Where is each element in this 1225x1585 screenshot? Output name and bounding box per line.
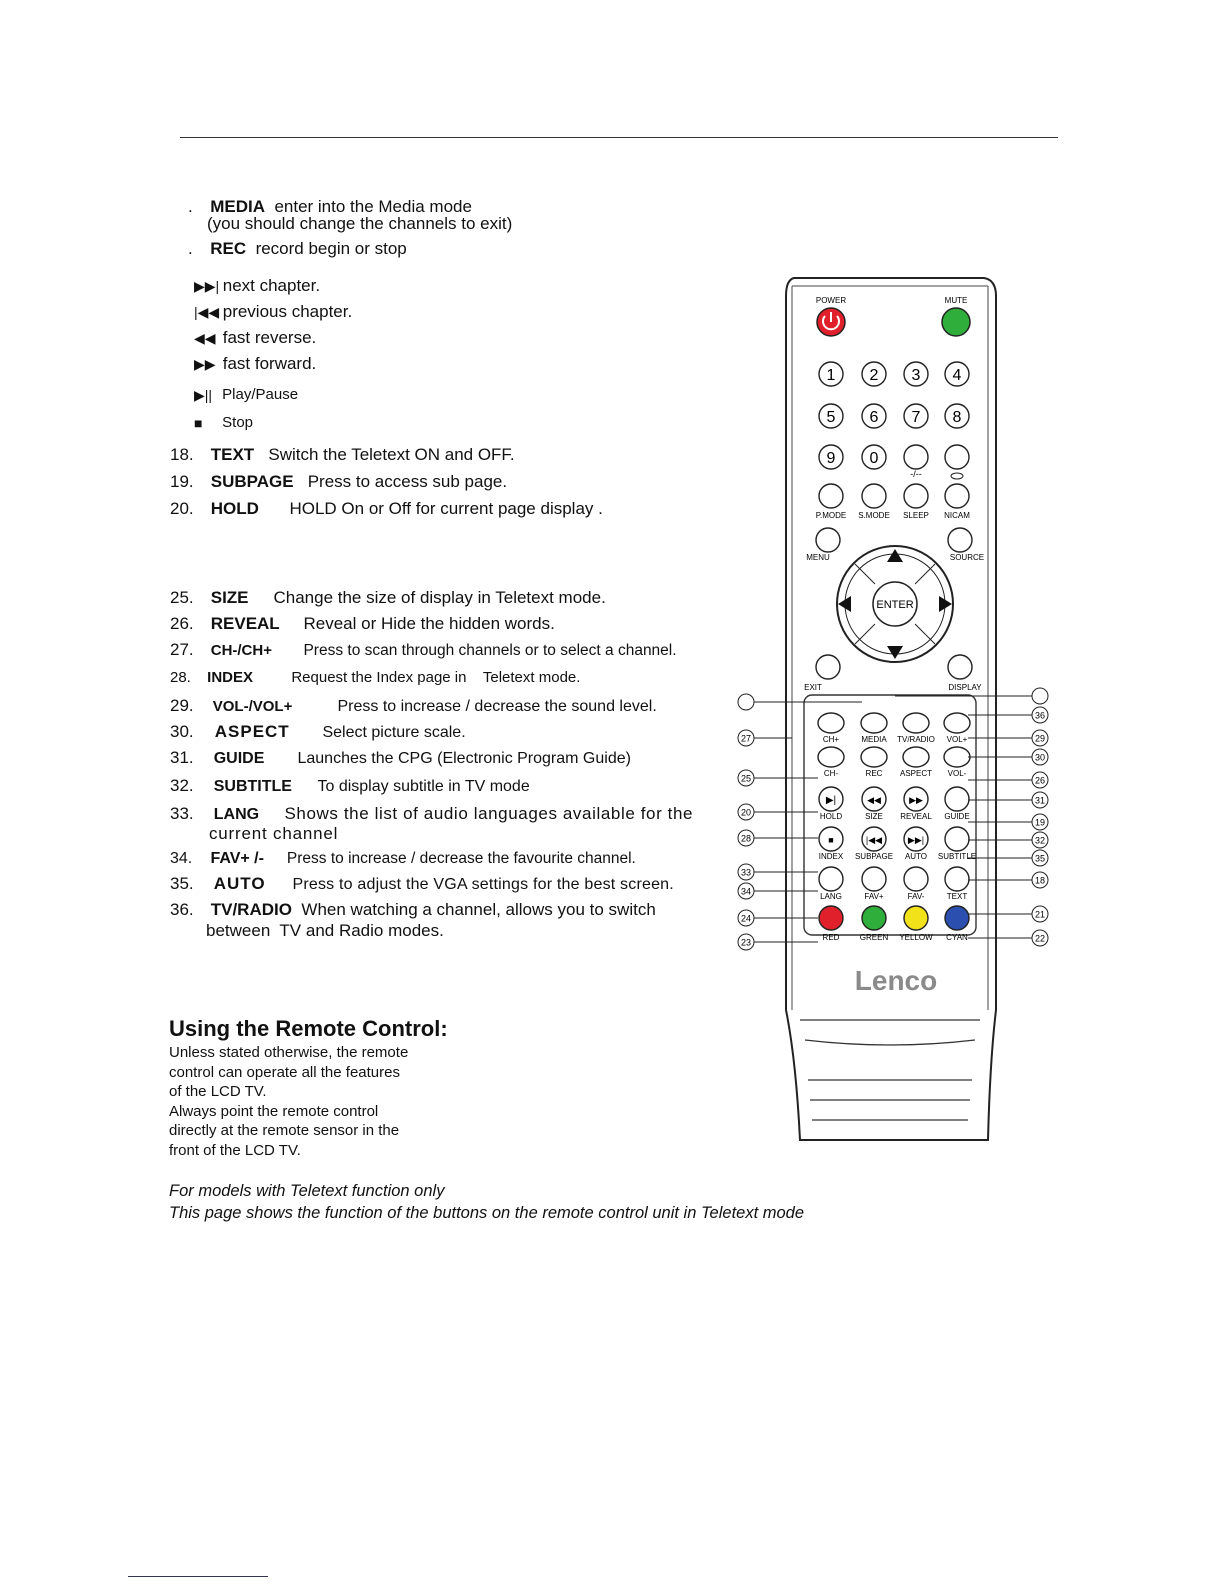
brand-logo: Lenco bbox=[854, 965, 938, 996]
item-number: 26. bbox=[170, 614, 194, 633]
stop-icon: ■ bbox=[194, 415, 203, 432]
item-number: 34. bbox=[170, 850, 193, 867]
play-pause-icon: ▶| bbox=[825, 795, 837, 806]
key-label: INDEX bbox=[818, 852, 844, 861]
key-label: MEDIA bbox=[861, 735, 887, 744]
item-number: 32. bbox=[170, 776, 194, 795]
item-number: 29. bbox=[170, 696, 194, 715]
media-subnote: (you should change the channels to exit) bbox=[207, 214, 513, 233]
digit-label: 0 bbox=[869, 450, 879, 467]
key-label: CH+ bbox=[822, 735, 840, 744]
digit-button[interactable] bbox=[945, 445, 969, 469]
key-button[interactable] bbox=[944, 713, 970, 733]
menu-label: MENU bbox=[806, 553, 830, 562]
item-number: 35. bbox=[170, 874, 194, 893]
callout-number: 35 bbox=[1034, 853, 1046, 864]
key-button[interactable] bbox=[945, 827, 969, 851]
key-button[interactable] bbox=[903, 713, 929, 733]
mode-label: SLEEP bbox=[903, 511, 929, 520]
callout-number: 21 bbox=[1034, 909, 1046, 920]
item-desc: To display subtitle in TV mode bbox=[317, 778, 530, 795]
item-key: LANG bbox=[213, 806, 260, 823]
callout-number: 24 bbox=[740, 913, 752, 924]
item-number: 19. bbox=[170, 472, 194, 491]
callout-number: 36 bbox=[1034, 710, 1046, 721]
digit-button[interactable] bbox=[904, 445, 928, 469]
exit-button[interactable] bbox=[816, 655, 840, 679]
rec-key: REC bbox=[210, 239, 247, 258]
item-key: SIZE bbox=[210, 588, 249, 607]
item-desc: Shows the list of audio languages available for the bbox=[284, 804, 694, 823]
item-key: HOLD bbox=[210, 499, 259, 518]
key-label: HOLD bbox=[819, 812, 843, 821]
callout-number: 34 bbox=[740, 886, 752, 897]
previous-chapter-icon: |◀◀ bbox=[194, 304, 220, 321]
callout-number: 20 bbox=[740, 807, 752, 818]
item-key: GUIDE bbox=[213, 750, 265, 767]
item-desc: Press to adjust the VGA settings for the best screen. bbox=[292, 876, 674, 893]
item-key: ASPECT bbox=[214, 722, 290, 741]
key-label: SUBPAGE bbox=[854, 852, 894, 861]
key-label: ASPECT bbox=[899, 769, 933, 778]
key-label: REVEAL bbox=[900, 812, 932, 821]
item-number: 18. bbox=[170, 445, 194, 464]
source-button[interactable] bbox=[948, 528, 972, 552]
digit-label: 8 bbox=[952, 409, 962, 426]
item-number: 27. bbox=[170, 640, 194, 659]
text-line: front of the LCD TV. bbox=[169, 1141, 301, 1159]
item-desc: Change the size of display in Teletext mode. bbox=[273, 588, 606, 607]
digit-label: 5 bbox=[826, 409, 836, 426]
key-label: AUTO bbox=[904, 852, 928, 861]
key-label: LANG bbox=[820, 892, 842, 901]
item-key: FAV+ /- bbox=[210, 850, 264, 867]
item-key: TV/RADIO bbox=[210, 900, 292, 919]
item-key: REVEAL bbox=[210, 614, 280, 633]
callout-number: 33 bbox=[740, 867, 752, 878]
display-button[interactable] bbox=[948, 655, 972, 679]
item-key: SUBTITLE bbox=[213, 778, 292, 795]
key-button[interactable] bbox=[862, 867, 886, 891]
key-button[interactable] bbox=[904, 867, 928, 891]
media-key: MEDIA bbox=[210, 197, 265, 216]
key-label: TEXT bbox=[946, 892, 968, 901]
key-button[interactable] bbox=[903, 747, 929, 767]
key-button[interactable] bbox=[945, 787, 969, 811]
item-desc-cont: between TV and Radio modes. bbox=[206, 921, 444, 940]
text-line: directly at the remote sensor in the bbox=[169, 1122, 400, 1139]
item-number: 25. bbox=[170, 588, 194, 607]
digit-label: 6 bbox=[869, 409, 879, 426]
key-label: SIZE bbox=[865, 812, 883, 821]
key-label: VOL- bbox=[947, 769, 967, 778]
digit-label: 7 bbox=[911, 409, 921, 426]
menu-button[interactable] bbox=[816, 528, 840, 552]
callout-number: 29 bbox=[1034, 733, 1046, 744]
mode-button[interactable] bbox=[904, 484, 928, 508]
bullet: . bbox=[188, 197, 193, 216]
item-desc: Press to access sub page. bbox=[307, 472, 508, 491]
key-label: REC bbox=[865, 769, 883, 778]
item-desc: When watching a channel, allows you to switch bbox=[301, 900, 656, 919]
key-button[interactable] bbox=[818, 713, 844, 733]
item-desc: Switch the Teletext ON and OFF. bbox=[268, 445, 515, 464]
callout-number: 23 bbox=[740, 937, 752, 948]
callout-number: 31 bbox=[1034, 795, 1046, 806]
color-label: GREEN bbox=[859, 933, 889, 942]
bullet: . bbox=[188, 239, 193, 258]
text-line: Always point the remote control bbox=[169, 1102, 379, 1120]
item-key: INDEX bbox=[207, 669, 254, 686]
green-button[interactable] bbox=[862, 906, 886, 930]
color-label: YELLOW bbox=[899, 933, 933, 942]
item-key: SUBPAGE bbox=[210, 472, 294, 491]
key-label: SUBTITLE bbox=[937, 852, 977, 861]
media-desc: enter into the Media mode bbox=[274, 197, 472, 216]
callout-number: 28 bbox=[740, 833, 752, 844]
key-button[interactable] bbox=[819, 867, 843, 891]
media-glyph-icon: ■ bbox=[828, 835, 834, 845]
callout-number: 22 bbox=[1034, 933, 1046, 944]
item-desc: Press to increase / decrease the favourite channel. bbox=[286, 850, 636, 867]
media-key-label: Play/Pause bbox=[222, 386, 299, 403]
digit-label: 4 bbox=[952, 367, 962, 384]
text-line: Unless stated otherwise, the remote bbox=[169, 1044, 409, 1061]
media-glyph-icon: ◀◀ bbox=[867, 795, 881, 805]
callout-marker bbox=[738, 694, 754, 710]
key-button[interactable] bbox=[861, 747, 887, 767]
item-key: AUTO bbox=[213, 874, 266, 893]
digit-label: 1 bbox=[826, 367, 836, 384]
color-label: RED bbox=[822, 933, 840, 942]
media-glyph-icon: ▶▶ bbox=[909, 795, 923, 805]
mute-button[interactable] bbox=[942, 308, 970, 336]
teletext-note: This page shows the function of the buttons on the remote control unit in Teletext mode bbox=[169, 1204, 805, 1222]
callout-number: 30 bbox=[1034, 752, 1046, 763]
item-key: VOL-/VOL+ bbox=[212, 698, 293, 715]
cyan-button[interactable] bbox=[945, 906, 969, 930]
item-key: TEXT bbox=[210, 445, 255, 464]
exit-label: EXIT bbox=[804, 683, 822, 692]
item-key: CH-/CH+ bbox=[210, 642, 272, 659]
mode-button[interactable] bbox=[862, 484, 886, 508]
mute-label: MUTE bbox=[944, 296, 968, 305]
play-pause-icon: ▶|| bbox=[194, 386, 213, 403]
rec-desc: record begin or stop bbox=[255, 239, 407, 258]
item-number: 36. bbox=[170, 900, 194, 919]
item-desc-cont: current channel bbox=[209, 824, 339, 843]
key-button[interactable] bbox=[945, 867, 969, 891]
item-desc: Reveal or Hide the hidden words. bbox=[303, 614, 555, 633]
dash-label: -/-- bbox=[910, 469, 922, 479]
key-button[interactable] bbox=[818, 747, 844, 767]
item-desc: Press to increase / decrease the sound level. bbox=[337, 698, 657, 715]
callout-number: 32 bbox=[1034, 835, 1046, 846]
callout-number: 27 bbox=[740, 733, 752, 744]
key-label: FAV+ bbox=[864, 892, 884, 901]
mode-button[interactable] bbox=[819, 484, 843, 508]
color-label: CYAN bbox=[946, 933, 968, 942]
callout-marker bbox=[1032, 688, 1048, 704]
digit-label: 2 bbox=[869, 367, 879, 384]
callout-number: 19 bbox=[1034, 817, 1046, 828]
digit-label: 3 bbox=[911, 367, 921, 384]
item-number: 28. bbox=[170, 669, 191, 686]
item-desc: HOLD On or Off for current page display . bbox=[289, 499, 603, 518]
teletext-note: For models with Teletext function only bbox=[169, 1182, 445, 1200]
red-button[interactable] bbox=[819, 906, 843, 930]
item-number: 30. bbox=[170, 722, 194, 741]
enter-label: ENTER bbox=[876, 599, 914, 611]
section-heading: Using the Remote Control: bbox=[169, 1016, 448, 1041]
source-label: SOURCE bbox=[949, 553, 985, 562]
item-desc: Request the Index page in Teletext mode. bbox=[291, 669, 581, 686]
key-button[interactable] bbox=[861, 713, 887, 733]
key-label: CH- bbox=[823, 769, 839, 778]
key-button[interactable] bbox=[944, 747, 970, 767]
fast-reverse-icon: ◀◀ bbox=[194, 330, 216, 347]
item-desc: Launches the CPG (Electronic Program Guide) bbox=[297, 750, 631, 767]
callout-number: 26 bbox=[1034, 775, 1046, 786]
text-line: of the LCD TV. bbox=[169, 1083, 267, 1100]
media-key-label: Stop bbox=[222, 414, 254, 431]
mode-label: P.MODE bbox=[815, 511, 847, 520]
media-key-label: fast forward. bbox=[222, 354, 317, 373]
key-label: VOL+ bbox=[946, 735, 968, 744]
mode-label: NICAM bbox=[944, 511, 970, 520]
media-key-label: fast reverse. bbox=[222, 328, 317, 347]
callout-number: 18 bbox=[1034, 875, 1046, 886]
power-label: POWER bbox=[815, 296, 847, 305]
media-glyph-icon: |◀◀ bbox=[865, 835, 883, 845]
mode-label: S.MODE bbox=[858, 511, 890, 520]
next-chapter-icon: ▶▶| bbox=[194, 278, 220, 295]
mode-button[interactable] bbox=[945, 484, 969, 508]
item-number: 31. bbox=[170, 748, 194, 767]
display-label: DISPLAY bbox=[948, 683, 982, 692]
media-key-label: previous chapter. bbox=[222, 302, 353, 321]
key-label: TV/RADIO bbox=[897, 735, 935, 744]
digit-label: 9 bbox=[826, 450, 836, 467]
item-desc: Select picture scale. bbox=[322, 724, 466, 741]
item-number: 20. bbox=[170, 499, 194, 518]
text-line: control can operate all the features bbox=[169, 1063, 400, 1081]
callout-number: 25 bbox=[740, 773, 752, 784]
key-label: FAV- bbox=[907, 892, 925, 901]
media-glyph-icon: ▶▶| bbox=[907, 835, 925, 845]
fast-forward-icon: ▶▶ bbox=[194, 356, 216, 373]
item-number: 33. bbox=[170, 804, 194, 823]
key-label: GUIDE bbox=[944, 812, 970, 821]
media-key-label: next chapter. bbox=[222, 276, 321, 295]
yellow-button[interactable] bbox=[904, 906, 928, 930]
item-desc: Press to scan through channels or to select a channel. bbox=[303, 642, 677, 659]
